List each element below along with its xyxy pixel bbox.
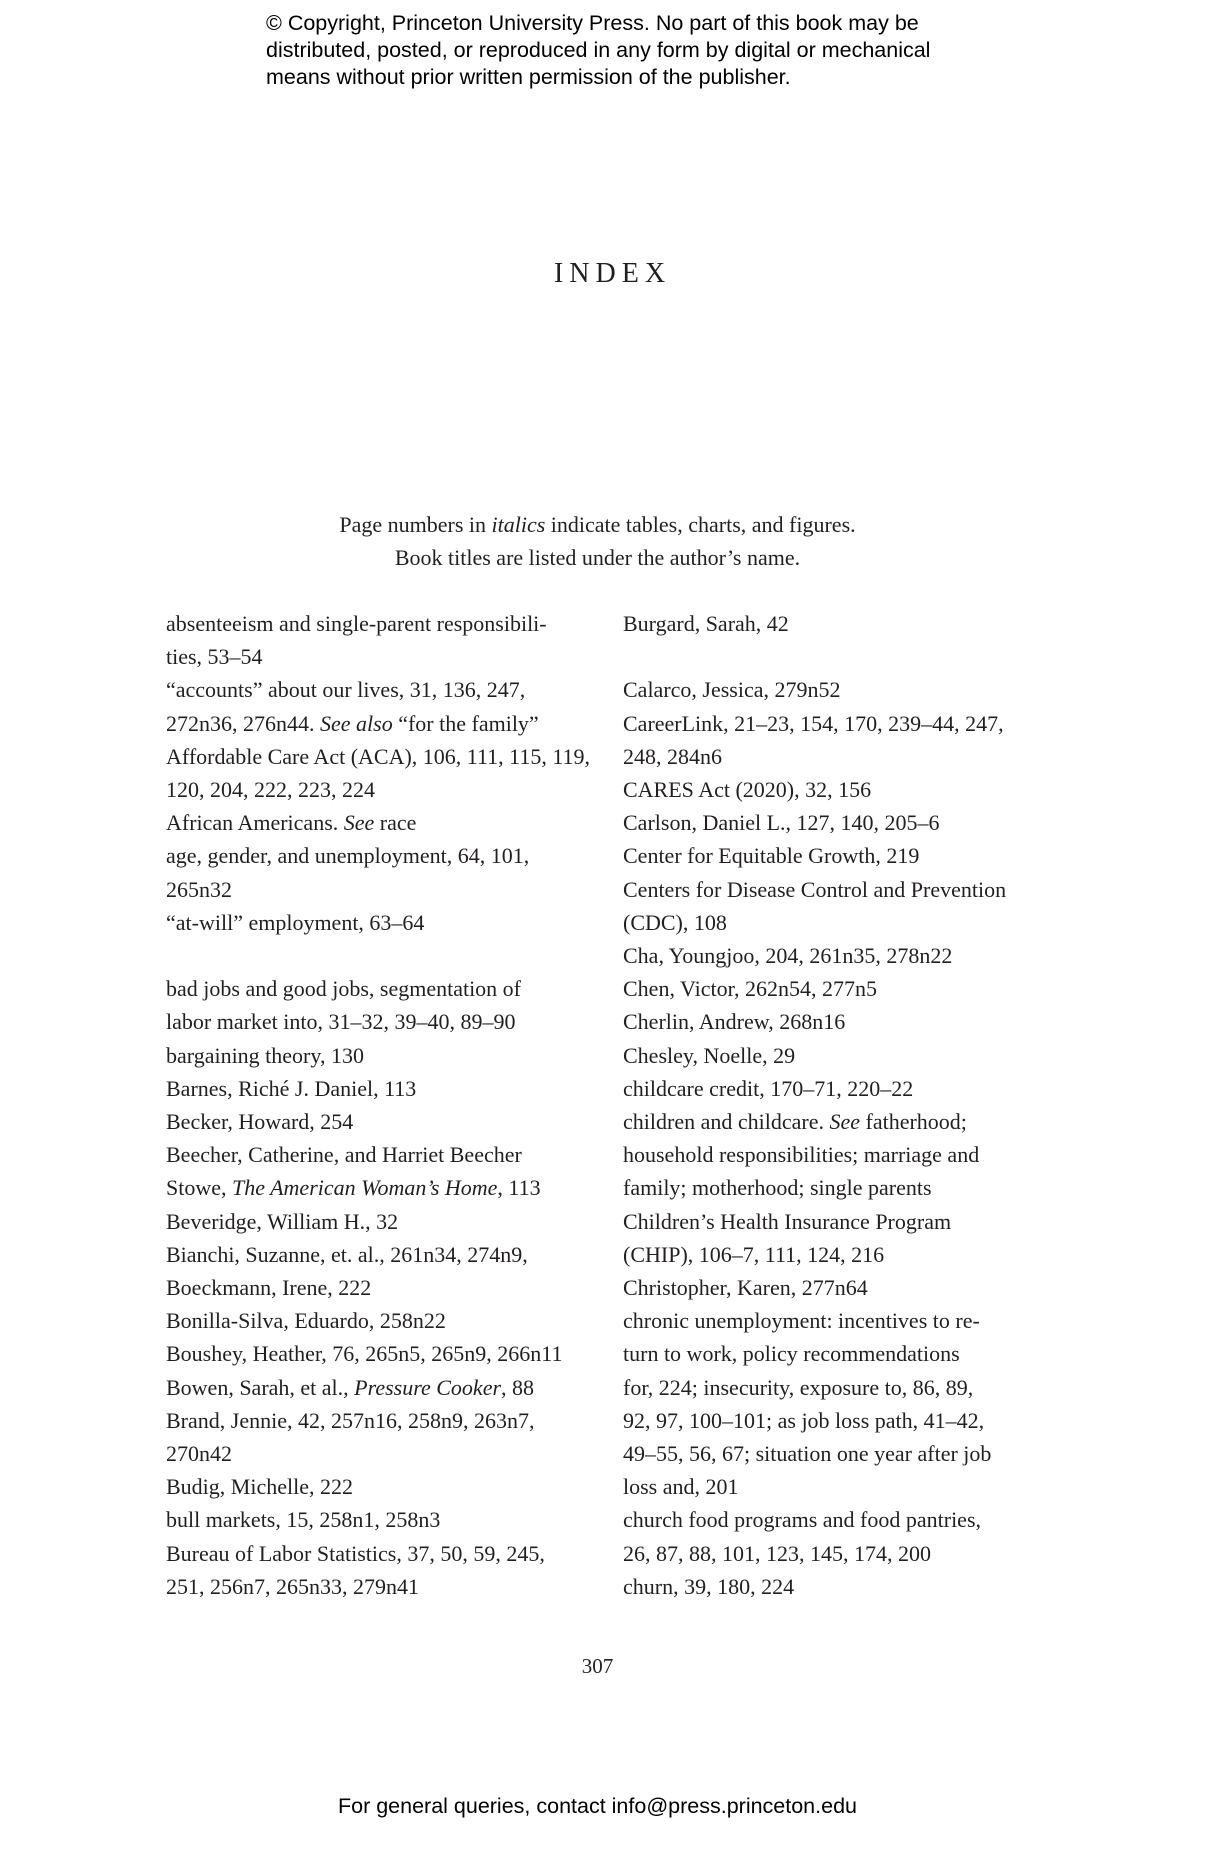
index-entry: Boushey, Heather, 76, 265n5, 265n9, 266n11 bbox=[166, 1341, 563, 1367]
index-entry: absenteeism and single-parent responsibili- ties, 53–54 bbox=[166, 611, 547, 670]
index-entry: Brand, Jennie, 42, 257n16, 258n9, 263n7, 270n42 bbox=[166, 1407, 535, 1467]
index-entry: Centers for Disease Control and Prevention (CDC), 108 bbox=[623, 876, 1007, 935]
index-entry: Bureau of Labor Statistics, 37, 50, 59, 245, 251, 256n7, 265n33, 279n41 bbox=[166, 1540, 545, 1599]
index-entry: CareerLink, 21–23, 154, 170, 239–44, 247, 248, 284n6 bbox=[623, 710, 1004, 769]
index-entry: childcare credit, 170–71, 220–22 bbox=[623, 1075, 914, 1101]
letter-group-gap bbox=[623, 640, 1063, 673]
index-entry: CARES Act (2020), 32, 156 bbox=[623, 777, 872, 802]
index-entry: Center for Equitable Growth, 219 bbox=[623, 843, 920, 869]
index-entry: “accounts” about our lives, 31, 136, 247, 272n36, 276n44. See also “for the family” bbox=[166, 677, 539, 736]
index-entry: Christopher, Karen, 277n64 bbox=[623, 1275, 868, 1301]
index-entry: bull markets, 15, 258n1, 258n3 bbox=[166, 1507, 441, 1533]
copyright-line: © Copyright, Princeton University Press. No part of this book may be bbox=[266, 11, 919, 35]
index-note bbox=[0, 508, 1195, 574]
index-entry: Children’s Health Insurance Program (CHIP), 106–7, 111, 124, 216 bbox=[623, 1208, 952, 1267]
index-entry: churn, 39, 180, 224 bbox=[623, 1573, 795, 1599]
index-entry: Becker, Howard, 254 bbox=[166, 1109, 354, 1135]
index-entry: Carlson, Daniel L., 127, 140, 205–6 bbox=[623, 810, 940, 836]
index-column-left bbox=[166, 607, 606, 1603]
index-entry: Cha, Youngjoo, 204, 261n35, 278n22 bbox=[623, 943, 953, 969]
letter-group-gap bbox=[166, 939, 606, 972]
index-entry: “at-will” employment, 63–64 bbox=[166, 909, 425, 935]
index-entry: Burgard, Sarah, 42 bbox=[623, 611, 789, 636]
copyright-line: means without prior written permission of the publisher. bbox=[266, 65, 791, 89]
index-entry: Bowen, Sarah, et al., Pressure Cooker, 88 bbox=[166, 1374, 535, 1400]
footer-contact: For general queries, contact info@press.princeton.edu bbox=[337, 1794, 857, 1818]
index-entry: age, gender, and unemployment, 64, 101, 265n32 bbox=[166, 843, 530, 902]
index-entry: bad jobs and good jobs, segmentation of labor market into, 31–32, 39–40, 89–90 bbox=[166, 976, 522, 1035]
index-entry: chronic unemployment: incentives to re- turn to work, policy recommendations for, 224; insecurity, exposure to, 86, 89, 92, 97, 100–101; as job loss path, 41–42, 49–55, 56, 67; situation one year after job loss and, 201 bbox=[623, 1308, 992, 1500]
index-entry: Chen, Victor, 262n54, 277n5 bbox=[623, 976, 878, 1002]
index-entry: Bianchi, Suzanne, et. al., 261n34, 274n9, bbox=[166, 1241, 528, 1267]
index-entry: bargaining theory, 130 bbox=[166, 1042, 364, 1068]
index-entry: Cherlin, Andrew, 268n16 bbox=[623, 1009, 846, 1035]
copyright-line: distributed, posted, or reproduced in any form by digital or mechanical bbox=[266, 38, 931, 62]
index-entry: Barnes, Riché J. Daniel, 113 bbox=[166, 1075, 417, 1101]
index-entry: Chesley, Noelle, 29 bbox=[623, 1042, 796, 1068]
index-entry: Boeckmann, Irene, 222 bbox=[166, 1275, 372, 1301]
note-line-1: Page numbers in italics indicate tables, charts, and figures. bbox=[339, 512, 856, 537]
page-number: 307 bbox=[581, 1654, 614, 1678]
index-column-right bbox=[623, 607, 1063, 1603]
index-entry: Bonilla-Silva, Eduardo, 258n22 bbox=[166, 1308, 446, 1334]
note-line-2: Book titles are listed under the author’s name. bbox=[394, 545, 801, 570]
index-entry: Beecher, Catherine, and Harriet Beecher Stowe, The American Woman’s Home, 113 bbox=[166, 1142, 541, 1201]
index-entry: Calarco, Jessica, 279n52 bbox=[623, 677, 841, 703]
index-entry: church food programs and food pantries, 26, 87, 88, 101, 123, 145, 174, 200 bbox=[623, 1507, 982, 1566]
index-entry: Budig, Michelle, 222 bbox=[166, 1474, 353, 1500]
index-entry: children and childcare. See fatherhood; household responsibilities; marriage and family; motherhood; single parents bbox=[623, 1109, 980, 1201]
copyright-notice bbox=[266, 10, 1026, 91]
index-entry: Beveridge, William H., 32 bbox=[166, 1208, 399, 1234]
index-entry: African Americans. See race bbox=[166, 810, 417, 836]
page-title: INDEX bbox=[553, 258, 672, 289]
index-entry: Affordable Care Act (ACA), 106, 111, 115, 119, 120, 204, 222, 223, 224 bbox=[166, 743, 591, 803]
